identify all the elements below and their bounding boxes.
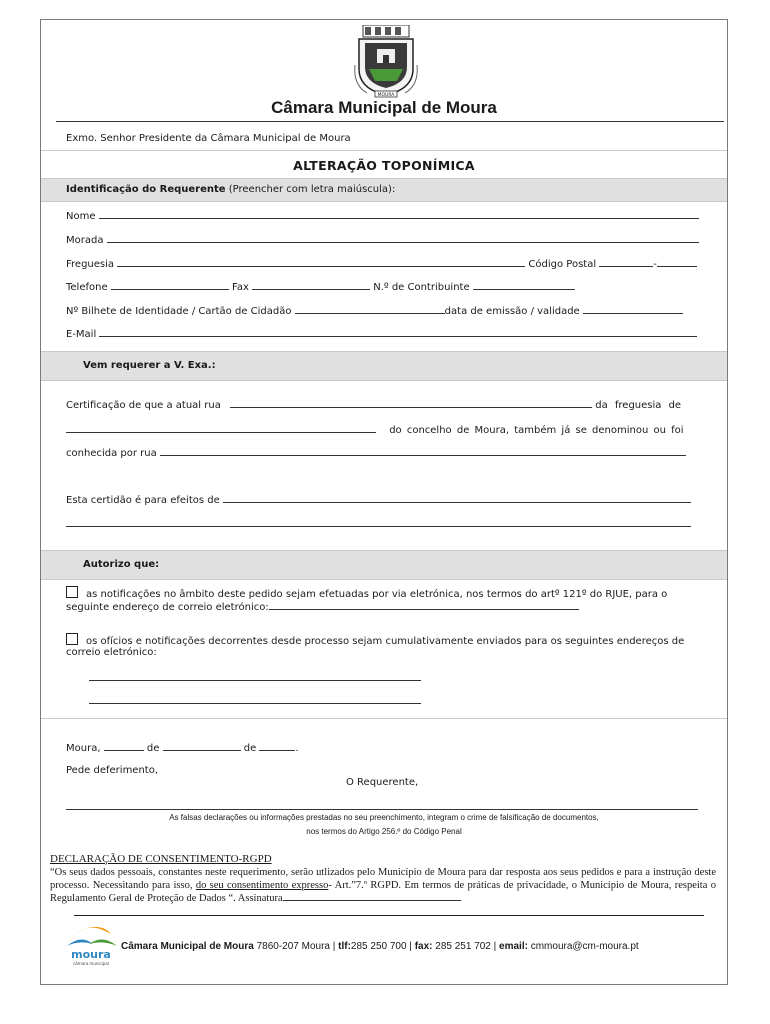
efeitos-text: Esta certidão é para efeitos de [66, 495, 220, 506]
option-1-line-2 [66, 600, 579, 613]
email-address-input-1[interactable] [89, 671, 421, 681]
section-heading-bold: Identificação do Requerente [66, 184, 226, 195]
section-band-requerente [41, 178, 727, 202]
efeitos-input-line[interactable] [223, 493, 691, 503]
cert-text-a: Certificação de que a atual rua [66, 400, 221, 411]
field-row-freguesia [66, 257, 697, 270]
efeitos-line [66, 493, 691, 506]
footer-org: Câmara Municipal de Moura [121, 941, 254, 952]
freguesia-input-line[interactable] [117, 257, 525, 267]
footer-tlf-label: tlf: [338, 941, 351, 952]
warning-line-2: nos termos do Artigo 256.º do Código Penal [306, 827, 462, 836]
crest-caption: MOURA [377, 93, 395, 98]
label-codigo-postal: Código Postal [528, 259, 597, 270]
freguesia-cert-input-line[interactable] [66, 423, 376, 433]
label-data-emissao: data de emissão / validade [444, 306, 580, 317]
signature-line [66, 800, 698, 813]
cert-line-2 [66, 423, 684, 436]
oficios-cumulativos-checkbox[interactable] [66, 633, 78, 645]
month-input-line[interactable] [163, 741, 241, 751]
section-heading-requer: Vem requerer a V. Exa.: [83, 360, 216, 371]
notificacoes-eletronicas-checkbox[interactable] [66, 586, 78, 598]
field-row-telefone [66, 280, 575, 293]
form-page [40, 19, 728, 985]
section-heading-note: (Preencher com letra maiúscula): [225, 184, 396, 195]
cert-text-d: conhecida por rua [66, 448, 157, 459]
form-title: ALTERAÇÃO TOPONÍMICA [293, 158, 475, 173]
contribuinte-input-line[interactable] [473, 280, 575, 290]
signature-input-line[interactable] [66, 800, 698, 810]
municipal-crest-icon [353, 25, 419, 99]
footer-contact [121, 941, 639, 952]
warning-line-1: As falsas declarações ou informações prestadas no seu preenchimento, integram o crime de falsificação de documentos, [169, 813, 599, 822]
cert-line-3 [66, 446, 686, 459]
footer-fax-label: fax: [414, 941, 433, 952]
option-1-email-input-line[interactable] [269, 600, 579, 610]
morada-input-line[interactable] [107, 233, 699, 243]
cert-line-1 [66, 398, 681, 411]
option-2-line-2 [66, 647, 157, 658]
rua-atual-input-line[interactable] [230, 398, 592, 408]
year-input-line[interactable] [259, 741, 295, 751]
divider [41, 718, 727, 719]
option-1-line-1 [66, 586, 667, 600]
place-date-line: Moura, de de . [66, 743, 299, 754]
field-row-morada [66, 233, 699, 246]
cert-text-c: do concelho de Moura, também já se denominou ou foi [389, 425, 684, 436]
rgpd-text-a: “Os seus dados pessoais, constantes neste requerimento, serão utlizados pelo Município de Moura para dar resposta aos seus pedidos e para a instrução deste processo. Necessitando para isso, [50, 867, 716, 891]
option-2-text-a: os ofícios e notificações decorrentes desde processo sejam cumulativamente enviados para os seguintes endereços de [86, 636, 685, 647]
section-band-requer [41, 351, 727, 381]
day-input-line[interactable] [104, 741, 144, 751]
moura-logo-icon [63, 920, 119, 966]
rgpd-text-underlined: do seu consentimento expresso [195, 880, 329, 891]
logo-word: moura [71, 948, 111, 961]
label-freguesia: Freguesia [66, 259, 115, 270]
option-1-text-a: as notificações no âmbito deste pedido sejam efetuadas por via eletrónica, nos termos do artº 121º do RJUE, para o [86, 589, 668, 600]
codigo-postal-input-2[interactable] [657, 257, 697, 267]
data-emissao-input-line[interactable] [583, 304, 683, 314]
rua-anterior-input-line[interactable] [160, 446, 686, 456]
label-bi: Nº Bilhete de Identidade / Cartão de Cidadão [66, 306, 292, 317]
email-address-line-1 [89, 671, 421, 684]
addressee-line: Exmo. Senhor Presidente da Câmara Municipal de Moura [66, 133, 351, 144]
footer-email[interactable]: cmmoura@cm-moura.pt [527, 941, 639, 952]
requerente-label: O Requerente, [346, 777, 419, 788]
section-band-autorizo [41, 550, 727, 580]
section-heading-autorizo: Autorizo que: [83, 559, 160, 570]
footer-address: 7860-207 Moura | [253, 941, 339, 952]
label-nome: Nome [66, 211, 96, 222]
de-label-2: de [243, 743, 257, 754]
label-email: E-Mail [66, 329, 97, 340]
de-label-1: de [146, 743, 160, 754]
codigo-postal-separator: - [653, 259, 657, 270]
option-2-line-1 [66, 633, 684, 647]
label-fax: Fax [232, 282, 249, 293]
label-morada: Morada [66, 235, 104, 246]
email-address-input-2[interactable] [89, 694, 421, 704]
email-input-line[interactable] [99, 327, 697, 337]
field-row-bi [66, 304, 683, 317]
field-row-nome [66, 209, 699, 222]
place-label: Moura, [66, 743, 101, 754]
pede-deferimento: Pede deferimento, [66, 765, 159, 776]
nome-input-line[interactable] [99, 209, 699, 219]
efeitos-line-2 [66, 517, 691, 530]
bi-input-line[interactable] [295, 304, 445, 314]
rgpd-signature-input-line[interactable] [283, 892, 461, 901]
footer-divider [74, 915, 704, 916]
option-2-text-b: correio eletrónico: [66, 647, 157, 658]
section-heading-requerente [66, 184, 395, 195]
rgpd-text-b: - Art.”7.º RGPD. Em termos de práticas de privacidade, o Município de Moura, respeita o Regulamento Geral de Proteção de Dados “. Assinatura [50, 880, 716, 904]
rgpd-text [50, 866, 716, 905]
cert-text-b: da freguesia de [595, 400, 682, 411]
footer-fax: 285 251 702 | [432, 941, 500, 952]
footer-email-label: email: [499, 941, 528, 952]
efeitos-input-line-2[interactable] [66, 517, 691, 527]
rgpd-heading: DECLARAÇÃO DE CONSENTIMENTO-RGPD [50, 853, 272, 865]
fax-input-line[interactable] [252, 280, 370, 290]
field-row-email [66, 327, 697, 340]
logo-sub: câmara municipal [73, 961, 109, 966]
codigo-postal-input-1[interactable] [599, 257, 653, 267]
divider [41, 150, 727, 151]
email-address-line-2 [89, 694, 421, 707]
option-1-text-b: seguinte endereço de correio eletrónico: [66, 602, 269, 613]
label-telefone: Telefone [66, 282, 108, 293]
label-contribuinte: N.º de Contribuinte [373, 282, 470, 293]
title-divider [56, 121, 724, 122]
page-title: Câmara Municipal de Moura [271, 98, 497, 117]
footer-tlf: 285 250 700 | [350, 941, 415, 952]
telefone-input-line[interactable] [111, 280, 229, 290]
